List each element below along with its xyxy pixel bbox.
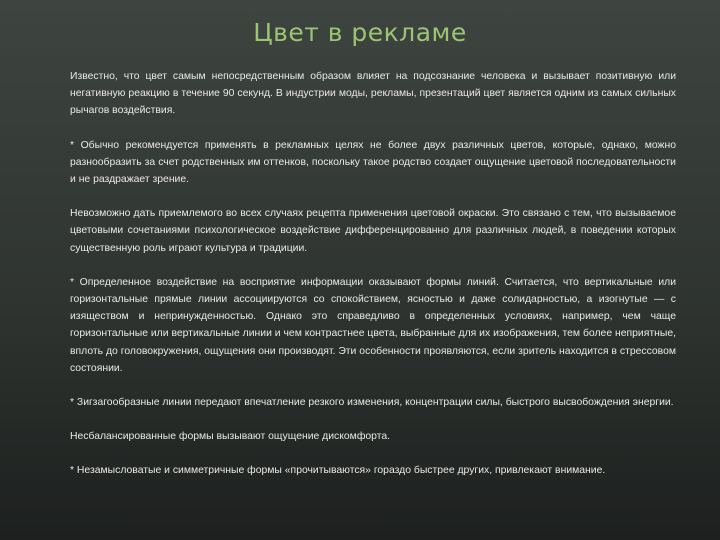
slide-body: [70, 68, 676, 480]
paragraph-zigzag-lines: * Зигзагообразные линии передают впечатление резкого изменения, концентрации силы, быстрого высвобождения энергии.: [70, 397, 674, 409]
slide-title: Цвет в рекламе: [253, 18, 467, 47]
paragraph-two-colors: * Обычно рекомендуется применять в рекламных целях не более двух различных цветов, которые, однако, можно разнообразить за счет родственных им оттенков, поскольку такое родство создает ощущение цветовой последовательности и не раздражает зрение.: [70, 139, 676, 186]
paragraph-color-influence: Известно, что цвет самым непосредственным образом влияет на подсознание человека и вызывает позитивную или негативную реакцию в течение 90 секунд. В индустрии моды, рекламы, презентаций цвет является одним из самых сильных рычагов воздействия.: [70, 71, 676, 117]
paragraph-line-forms: * Определенное воздействие на восприятие информации оказывают формы линий. Считается, что вертикальные или горизонтальные прямые линии ассоциируются со спокойствием, ясностью и даже солидарностью, а изогнутые — с изяществом и непринужденностью. Однако это справедливо в определенных условиях, например, чем чаще горизонтальные или вертикальные линии и чем контрастнее цвета, выбранные для их изображения, тем более неприятные, вплоть до головокружения, ощущения они производят. Эти особенности проявляются, если зритель находится в стрессовом состоянии.: [70, 276, 676, 374]
paragraph-unbalanced-forms: Несбалансированные формы вызывают ощущение дискомфорта.: [70, 431, 391, 443]
paragraph-no-universal-recipe: Невозможно дать приемлемого во всех случаях рецепта применения цветовой окраски. Это связано с тем, что вызываемое цветовыми сочетаниями психологическое воздействие дифференцированно для различных людей, в поведении которых существенную роль играют культура и традиции.: [70, 208, 676, 254]
paragraph-symmetric-forms: * Незамысловатые и симметричные формы «прочитываются» гораздо быстрее других, привлекают внимание.: [70, 465, 606, 477]
